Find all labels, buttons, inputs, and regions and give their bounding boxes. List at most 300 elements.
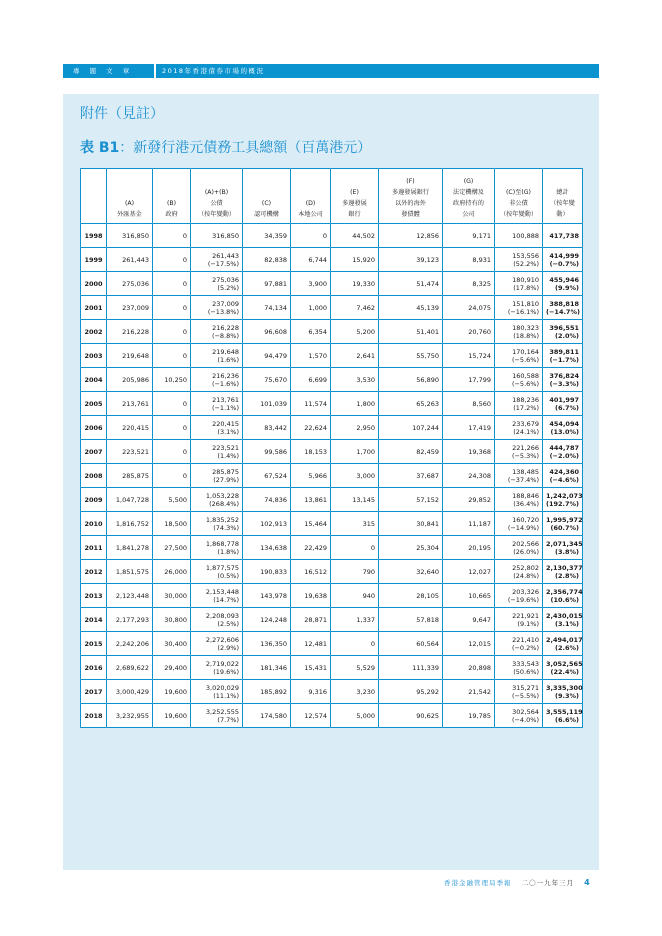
total-cell	[543, 272, 583, 296]
value-cell: 10,665	[443, 584, 495, 608]
value: 180,910	[512, 275, 539, 284]
value-cell: 56,890	[379, 368, 443, 392]
non-public-sector-cell	[495, 608, 543, 632]
table-row	[81, 704, 583, 728]
value-cell: 1,800	[331, 392, 379, 416]
non-public-sector-cell	[495, 536, 543, 560]
yoy-change: (−4.0%)	[511, 715, 539, 724]
public-sector-cell	[191, 584, 243, 608]
public-sector-cell	[191, 536, 243, 560]
value-cell: 0	[153, 224, 191, 248]
total-value: 417,738	[549, 231, 579, 240]
non-public-sector-cell	[495, 488, 543, 512]
column-label: 非公債 （按年變動）	[499, 200, 538, 218]
table-row	[81, 344, 583, 368]
total-cell	[543, 224, 583, 248]
value-cell: 65,263	[379, 392, 443, 416]
column-code: (C)至(G)	[506, 189, 531, 196]
table-row	[81, 296, 583, 320]
value: 221,266	[512, 443, 539, 452]
total-cell	[543, 584, 583, 608]
value-cell: 94,479	[243, 344, 291, 368]
total-cell	[543, 320, 583, 344]
total-yoy-change: (2.0%)	[555, 331, 579, 340]
yoy-change: (−0.2%)	[511, 643, 539, 652]
value-cell: 5,529	[331, 656, 379, 680]
yoy-change: (9.1%)	[517, 619, 539, 628]
column-code: (A)	[124, 200, 135, 207]
total-value: 2,356,774	[546, 587, 583, 596]
yoy-change: (−1.1%)	[211, 403, 239, 412]
total-cell	[543, 248, 583, 272]
table-caption: ：新發行港元債務工具總額（百萬港元）	[119, 140, 372, 156]
total-yoy-change: (−3.3%)	[549, 379, 579, 388]
yoy-change: (−5.3%)	[511, 451, 539, 460]
value-cell: 0	[153, 272, 191, 296]
year-cell: 2003	[81, 344, 107, 368]
value-cell: 1,700	[331, 440, 379, 464]
value: 221,410	[512, 635, 539, 644]
value-cell: 1,337	[331, 608, 379, 632]
value: 203,326	[512, 587, 539, 596]
value-cell: 19,330	[331, 272, 379, 296]
column-label: 多邊發展銀行 以外的海外 發債體	[391, 189, 430, 218]
non-public-sector-cell	[495, 392, 543, 416]
value-cell: 136,350	[243, 632, 291, 656]
value: 1,868,778	[205, 539, 239, 548]
value-cell: 2,689,622	[107, 656, 153, 680]
value: 237,009	[212, 299, 239, 308]
value-cell: 30,800	[153, 608, 191, 632]
value: 233,679	[512, 419, 539, 428]
value-cell: 0	[153, 464, 191, 488]
total-cell	[543, 416, 583, 440]
value-cell: 19,638	[291, 584, 331, 608]
value-cell: 19,600	[153, 704, 191, 728]
total-cell	[543, 512, 583, 536]
total-yoy-change: (−2.0%)	[549, 451, 579, 460]
value-cell: 3,232,955	[107, 704, 153, 728]
year-cell: 2011	[81, 536, 107, 560]
yoy-change: (268.4%)	[209, 499, 239, 508]
table-row	[81, 392, 583, 416]
total-value: 396,551	[549, 323, 579, 332]
yoy-change: (27.9%)	[213, 475, 239, 484]
value-cell: 111,339	[379, 656, 443, 680]
table-row	[81, 608, 583, 632]
total-cell	[543, 296, 583, 320]
value-cell: 74,134	[243, 296, 291, 320]
value-cell: 17,419	[443, 416, 495, 440]
value-cell: 134,638	[243, 536, 291, 560]
public-sector-cell	[191, 608, 243, 632]
yoy-change: (14.7%)	[213, 595, 239, 604]
value-cell: 27,500	[153, 536, 191, 560]
column-header	[331, 169, 379, 224]
value-cell: 315	[331, 512, 379, 536]
total-cell	[543, 608, 583, 632]
value: 302,564	[512, 707, 539, 716]
yoy-change: (−5.6%)	[511, 355, 539, 364]
value-cell: 12,027	[443, 560, 495, 584]
year-cell: 2013	[81, 584, 107, 608]
column-label: 法定機構及 政府持有的 公司	[453, 189, 484, 218]
footer-date: 二〇一九年三月	[521, 879, 575, 887]
value-cell: 20,195	[443, 536, 495, 560]
value-cell: 9,171	[443, 224, 495, 248]
non-public-sector-cell	[495, 440, 543, 464]
value: 160,720	[512, 515, 539, 524]
value: 252,802	[512, 563, 539, 572]
total-value: 1,995,972	[546, 515, 583, 524]
value: 216,228	[212, 323, 239, 332]
value-cell: 8,931	[443, 248, 495, 272]
value-cell: 82,838	[243, 248, 291, 272]
value: 315,271	[512, 683, 539, 692]
year-cell: 1998	[81, 224, 107, 248]
value: 216,236	[212, 371, 239, 380]
year-cell: 2012	[81, 560, 107, 584]
value-cell: 15,431	[291, 656, 331, 680]
value-cell: 15,464	[291, 512, 331, 536]
column-label: 公債 （按年變動）	[197, 200, 236, 218]
value-cell: 12,015	[443, 632, 495, 656]
total-value: 2,494,017	[546, 635, 583, 644]
total-yoy-change: (3.1%)	[555, 619, 579, 628]
yoy-change: (11.1%)	[213, 691, 239, 700]
public-sector-cell	[191, 296, 243, 320]
value-cell: 1,841,278	[107, 536, 153, 560]
table-row	[81, 584, 583, 608]
value: 2,153,448	[205, 587, 239, 596]
value-cell: 0	[153, 320, 191, 344]
value-cell: 216,228	[107, 320, 153, 344]
value: 138,485	[512, 467, 539, 476]
value-cell: 275,036	[107, 272, 153, 296]
public-sector-cell	[191, 368, 243, 392]
table-row	[81, 416, 583, 440]
public-sector-cell	[191, 344, 243, 368]
total-cell	[543, 704, 583, 728]
value-cell: 12,574	[291, 704, 331, 728]
value-cell: 12,856	[379, 224, 443, 248]
column-header	[243, 169, 291, 224]
non-public-sector-cell	[495, 632, 543, 656]
column-code: (B)	[166, 200, 177, 207]
total-value: 455,946	[549, 275, 579, 284]
column-code: (C)	[261, 200, 272, 207]
value-cell: 28,105	[379, 584, 443, 608]
value-cell: 10,250	[153, 368, 191, 392]
value-cell: 3,230	[331, 680, 379, 704]
table-number: 表 B1	[80, 140, 120, 156]
column-header	[543, 169, 583, 224]
value-cell: 8,325	[443, 272, 495, 296]
value-cell: 6,354	[291, 320, 331, 344]
public-sector-cell	[191, 656, 243, 680]
value-cell: 22,429	[291, 536, 331, 560]
value: 333,543	[512, 659, 539, 668]
column-label: 認可機構	[254, 211, 279, 218]
value: 2,719,022	[205, 659, 239, 668]
public-sector-cell	[191, 392, 243, 416]
value-cell: 51,401	[379, 320, 443, 344]
year-cell: 2017	[81, 680, 107, 704]
value-cell: 0	[291, 224, 331, 248]
value-cell: 2,950	[331, 416, 379, 440]
value-cell: 29,400	[153, 656, 191, 680]
year-cell: 2001	[81, 296, 107, 320]
table-row	[81, 560, 583, 584]
yoy-change: (−13.8%)	[207, 307, 239, 316]
table-row	[81, 656, 583, 680]
yoy-change: (−16.1%)	[507, 307, 539, 316]
non-public-sector-cell	[495, 272, 543, 296]
value-cell: 5,500	[153, 488, 191, 512]
total-yoy-change: (22.4%)	[550, 667, 579, 676]
total-yoy-change: (9.9%)	[555, 283, 579, 292]
total-value: 2,071,345	[546, 539, 583, 548]
value-cell: 55,750	[379, 344, 443, 368]
column-code: (A)+(B)	[204, 189, 229, 196]
value: 2,208,093	[205, 611, 239, 620]
value-cell: 19,785	[443, 704, 495, 728]
public-sector-cell	[191, 464, 243, 488]
page-footer	[444, 878, 590, 887]
value: 220,415	[212, 419, 239, 428]
value-cell: 0	[153, 296, 191, 320]
appendix-title: 附件（見註）	[80, 106, 164, 122]
value-cell: 18,153	[291, 440, 331, 464]
non-public-sector-cell	[495, 512, 543, 536]
value-cell: 1,047,728	[107, 488, 153, 512]
non-public-sector-cell	[495, 560, 543, 584]
total-value: 3,335,300	[546, 683, 583, 692]
yoy-change: (−5.5%)	[511, 691, 539, 700]
value-cell: 18,500	[153, 512, 191, 536]
public-sector-cell	[191, 224, 243, 248]
total-value: 388,818	[549, 299, 579, 308]
total-value: 1,242,073	[546, 491, 583, 500]
year-cell: 2010	[81, 512, 107, 536]
public-sector-cell	[191, 512, 243, 536]
total-yoy-change: (192.7%)	[546, 499, 580, 508]
total-cell	[543, 344, 583, 368]
value-cell: 90,625	[379, 704, 443, 728]
year-cell: 2004	[81, 368, 107, 392]
value-cell: 940	[331, 584, 379, 608]
year-cell: 2014	[81, 608, 107, 632]
value-cell: 0	[153, 440, 191, 464]
value-cell: 30,841	[379, 512, 443, 536]
value: 3,020,029	[205, 683, 239, 692]
non-public-sector-cell	[495, 584, 543, 608]
total-cell	[543, 560, 583, 584]
yoy-change: (5.2%)	[217, 283, 239, 292]
table-title	[80, 137, 371, 157]
column-header	[153, 169, 191, 224]
total-yoy-change: (3.8%)	[555, 547, 579, 556]
value-cell: 20,898	[443, 656, 495, 680]
value-cell: 20,760	[443, 320, 495, 344]
yoy-change: (−17.5%)	[207, 259, 239, 268]
value-cell: 3,000,429	[107, 680, 153, 704]
value-cell: 0	[153, 248, 191, 272]
column-code: (F)	[406, 178, 415, 185]
value-cell: 219,648	[107, 344, 153, 368]
value-cell: 5,200	[331, 320, 379, 344]
total-cell	[543, 464, 583, 488]
table-row	[81, 224, 583, 248]
value-cell: 13,145	[331, 488, 379, 512]
total-value: 424,360	[549, 467, 579, 476]
value: 160,588	[512, 371, 539, 380]
yoy-change: (24.8%)	[513, 571, 539, 580]
value-cell: 1,000	[291, 296, 331, 320]
value-cell: 67,524	[243, 464, 291, 488]
value-cell: 2,177,293	[107, 608, 153, 632]
value: 100,888	[512, 231, 539, 240]
total-cell	[543, 632, 583, 656]
year-cell: 1999	[81, 248, 107, 272]
value-cell: 22,624	[291, 416, 331, 440]
year-cell: 2016	[81, 656, 107, 680]
value-cell: 5,000	[331, 704, 379, 728]
value-cell: 12,481	[291, 632, 331, 656]
public-sector-cell	[191, 488, 243, 512]
yoy-change: (36.4%)	[513, 499, 539, 508]
value-cell: 8,560	[443, 392, 495, 416]
value-cell: 3,000	[331, 464, 379, 488]
value-cell: 45,139	[379, 296, 443, 320]
value: 223,521	[212, 443, 239, 452]
value-cell: 11,187	[443, 512, 495, 536]
public-sector-cell	[191, 272, 243, 296]
value-cell: 96,608	[243, 320, 291, 344]
yoy-change: (−5.6%)	[511, 379, 539, 388]
non-public-sector-cell	[495, 296, 543, 320]
yoy-change: (1.8%)	[217, 547, 239, 556]
value-cell: 28,871	[291, 608, 331, 632]
total-cell	[543, 656, 583, 680]
value-cell: 2,641	[331, 344, 379, 368]
column-code: (G)	[463, 178, 474, 185]
column-label: 外匯基金	[117, 211, 142, 218]
value: 316,850	[212, 231, 239, 240]
value-cell: 3,530	[331, 368, 379, 392]
total-yoy-change: (13.0%)	[550, 427, 579, 436]
yoy-change: (50.6%)	[513, 667, 539, 676]
total-yoy-change: (−1.7%)	[549, 355, 579, 364]
column-header	[291, 169, 331, 224]
yoy-change: (26.0%)	[513, 547, 539, 556]
public-sector-cell	[191, 680, 243, 704]
value-cell: 174,580	[243, 704, 291, 728]
value-cell: 0	[331, 632, 379, 656]
value-cell: 6,699	[291, 368, 331, 392]
value-cell: 75,670	[243, 368, 291, 392]
table-row	[81, 368, 583, 392]
column-label: 總計 （按年變動）	[550, 189, 575, 218]
value-cell: 15,724	[443, 344, 495, 368]
yoy-change: (17.2%)	[513, 403, 539, 412]
total-yoy-change: (9.3%)	[555, 691, 579, 700]
table-row	[81, 536, 583, 560]
value-cell: 13,861	[291, 488, 331, 512]
public-sector-cell	[191, 632, 243, 656]
total-yoy-change: (10.6%)	[550, 595, 579, 604]
value-cell: 190,833	[243, 560, 291, 584]
value-cell: 0	[153, 344, 191, 368]
table-row	[81, 272, 583, 296]
value-cell: 30,000	[153, 584, 191, 608]
value-cell: 30,400	[153, 632, 191, 656]
column-label: 政府	[165, 211, 178, 218]
value: 1,877,575	[205, 563, 239, 572]
value: 213,761	[212, 395, 239, 404]
table-row	[81, 464, 583, 488]
value-cell: 101,039	[243, 392, 291, 416]
value-cell: 9,316	[291, 680, 331, 704]
value-cell: 15,920	[331, 248, 379, 272]
value: 153,556	[512, 251, 539, 260]
year-cell: 2009	[81, 488, 107, 512]
total-value: 3,052,565	[546, 659, 583, 668]
yoy-change: (24.1%)	[513, 427, 539, 436]
value-cell: 26,000	[153, 560, 191, 584]
value-cell: 3,900	[291, 272, 331, 296]
column-header	[81, 169, 107, 224]
total-value: 2,130,377	[546, 563, 583, 572]
yoy-change: (19.6%)	[213, 667, 239, 676]
total-yoy-change: (60.7%)	[550, 523, 579, 532]
value-cell: 790	[331, 560, 379, 584]
column-header	[191, 169, 243, 224]
yoy-change: (17.8%)	[513, 283, 539, 292]
value-cell: 2,242,206	[107, 632, 153, 656]
total-cell	[543, 440, 583, 464]
total-yoy-change: (−14.7%)	[546, 307, 580, 316]
value-cell: 57,152	[379, 488, 443, 512]
yoy-change: (−8.8%)	[211, 331, 239, 340]
table-row	[81, 632, 583, 656]
year-cell: 2008	[81, 464, 107, 488]
value-cell: 220,415	[107, 416, 153, 440]
value-cell: 1,570	[291, 344, 331, 368]
value-cell: 237,009	[107, 296, 153, 320]
year-cell: 2002	[81, 320, 107, 344]
value-cell: 51,474	[379, 272, 443, 296]
table-row	[81, 488, 583, 512]
value: 1,053,228	[205, 491, 239, 500]
value-cell: 57,818	[379, 608, 443, 632]
value-cell: 24,075	[443, 296, 495, 320]
value-cell: 1,851,575	[107, 560, 153, 584]
value-cell: 97,881	[243, 272, 291, 296]
value-cell: 124,248	[243, 608, 291, 632]
value-cell: 0	[153, 416, 191, 440]
value: 1,835,252	[205, 515, 239, 524]
value-cell: 95,292	[379, 680, 443, 704]
page-number: 4	[584, 878, 590, 887]
yoy-change: (0.5%)	[217, 571, 239, 580]
value-cell: 34,359	[243, 224, 291, 248]
value-cell: 82,459	[379, 440, 443, 464]
non-public-sector-cell	[495, 248, 543, 272]
year-cell: 2006	[81, 416, 107, 440]
public-sector-cell	[191, 560, 243, 584]
non-public-sector-cell	[495, 416, 543, 440]
